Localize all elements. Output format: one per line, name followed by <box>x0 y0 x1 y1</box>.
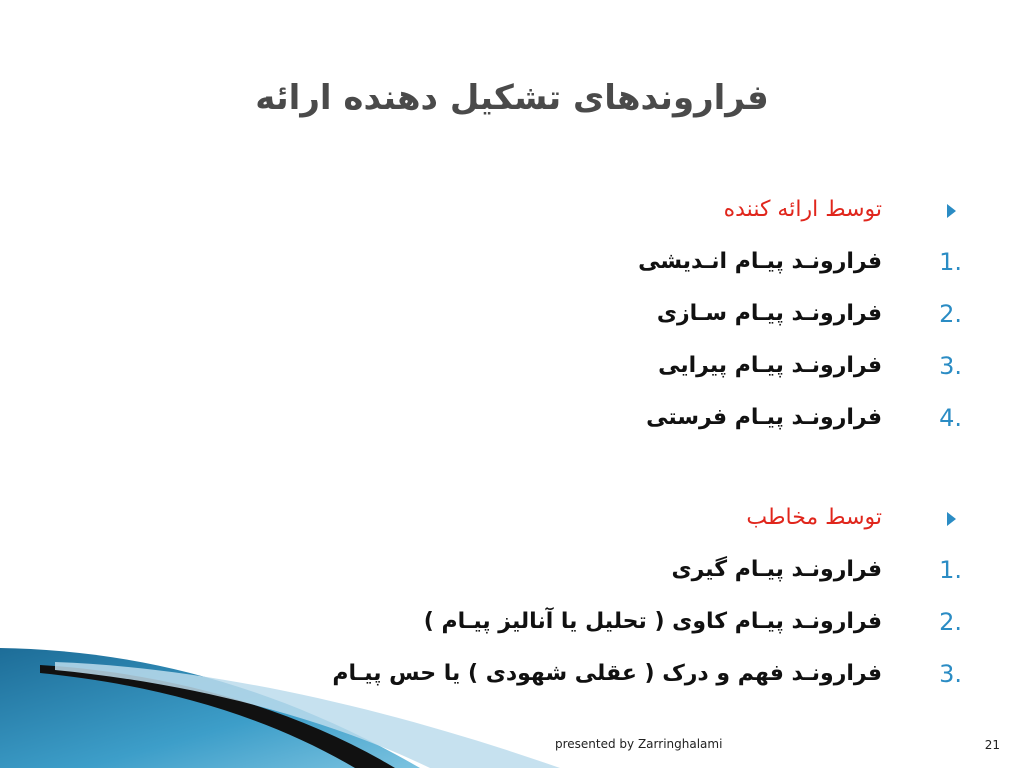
slide-title: فراروندهای تشکیل دهنده ارائه <box>255 78 769 118</box>
list-item-text: فرارونـد پیـام فرستی <box>646 405 882 430</box>
section-heading-text: توسط ارائه کننده <box>723 197 882 222</box>
list-item-text: فرارونـد پیـام کاوی ( تحلیل یا آنالیز پیـام ) <box>423 609 882 634</box>
list-number: 1. <box>939 248 962 276</box>
list-item-text: فرارونـد پیـام سـازی <box>656 301 882 326</box>
list-item-text: فرارونـد پیـام پیرایی <box>658 353 882 378</box>
list-item-text: فرارونـد پیـام انـدیشی <box>638 249 882 274</box>
section-heading-text: توسط مخاطب <box>746 505 882 530</box>
list-item-text: فرارونـد فهم و درک ( عقلی شهودی ) یا حس پیـام <box>332 661 882 686</box>
slide-content <box>242 190 962 706</box>
list-number: 3. <box>939 660 962 688</box>
list-item <box>242 398 962 450</box>
bullet-arrow-icon <box>922 190 962 230</box>
bullet-arrow-icon <box>922 498 962 538</box>
list-number: 2. <box>939 608 962 636</box>
list-number: 1. <box>939 556 962 584</box>
section-spacer <box>242 450 962 498</box>
presenter-footer: presented by Zarringhalami <box>555 737 723 751</box>
list-item <box>242 242 962 294</box>
list-number: 2. <box>939 300 962 328</box>
section-heading-presenter <box>242 190 962 242</box>
list-item <box>242 654 962 706</box>
list-item <box>242 346 962 398</box>
list-item <box>242 550 962 602</box>
list-number: 4. <box>939 404 962 432</box>
list-item-text: فرارونـد پیـام گیری <box>671 557 882 582</box>
section-heading-audience <box>242 498 962 550</box>
list-item <box>242 602 962 654</box>
list-number: 3. <box>939 352 962 380</box>
page-number: 21 <box>984 738 1000 752</box>
list-item <box>242 294 962 346</box>
